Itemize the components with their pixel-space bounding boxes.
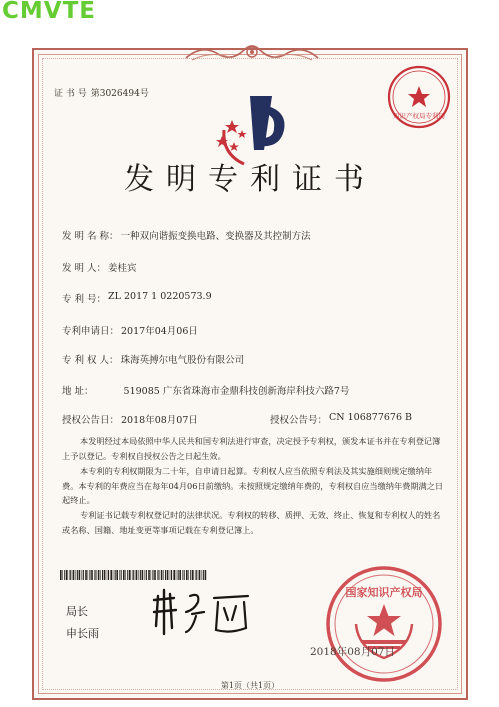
field-grant-no-label: 授权公告号：	[270, 415, 328, 426]
field-grant-date	[62, 412, 198, 426]
field-address-label: 地 址：	[62, 386, 94, 397]
paragraph-1: 本发明经过本局依照中华人民共和国专利法进行审查，决定授予专利权，颁发本证书并在专利登记簿上予以登记。专利权自授权公告之日起生效。	[62, 436, 441, 461]
field-grant-date-value: 2018年08月07日	[121, 415, 198, 426]
paragraph-2: 本专利的专利权期限为二十年，自申请日起算。专利权人应当依照专利法及其实施细则规定缴纳年费。本专利的年费应当在每年04月06日前缴纳。未按照规定缴纳年费的，专利权自应当缴纳年费期满之日起终止。	[62, 466, 444, 505]
field-patentee-label: 专 利 权 人：	[62, 355, 119, 366]
patent-certificate	[32, 48, 468, 700]
field-grant-no	[270, 412, 412, 426]
director-signature-icon	[146, 586, 256, 638]
field-address-value: 519085 广东省珠海市金鼎科技创新海岸科技六路7号	[123, 386, 350, 397]
field-grant-no-value: CN 106877676 B	[329, 412, 413, 423]
bottom-seal-text: 国家知识产权局	[345, 586, 423, 599]
top-seal-text: 知识产权局专利局	[393, 112, 445, 120]
field-patentee	[62, 352, 244, 366]
field-filing-date-label: 专利申请日：	[62, 326, 120, 337]
field-patentee-value: 珠海英搏尔电气股份有限公司	[120, 355, 245, 366]
certificate-number	[54, 86, 149, 99]
field-filing-date	[62, 323, 198, 337]
field-address	[62, 383, 349, 397]
barcode-icon	[60, 570, 208, 580]
officer-name: 申长雨	[66, 627, 99, 640]
bottom-seal-icon	[322, 562, 446, 686]
field-invention-name-label: 发 明 名 称：	[62, 231, 119, 242]
paragraph-3: 专利证书记载专利权登记时的法律状况。专利权的转移、质押、无效、终止、恢复和专利权人的姓名或名称、国籍、地址变更等事项记载在专利登记簿上。	[62, 510, 441, 535]
field-inventor	[62, 260, 137, 274]
certificate-title: 发明专利证书	[124, 162, 376, 197]
field-grant-date-label: 授权公告日：	[62, 415, 120, 426]
field-inventor-value: 姜桂宾	[108, 263, 137, 274]
page-footer: 第1页（共1页）	[220, 681, 280, 690]
certificate-number-value: 第3026494号	[90, 89, 149, 99]
field-filing-date-value: 2017年04月06日	[121, 326, 198, 337]
field-patent-no-value: ZL 2017 1 0220573.9	[108, 291, 212, 302]
field-patent-no-label: 专 利 号：	[62, 294, 107, 305]
seal-date: 2018年08月07日	[310, 646, 395, 658]
field-inventor-label: 发 明 人：	[62, 263, 107, 274]
watermark-text: CMVTE	[2, 0, 96, 24]
field-invention-name	[62, 228, 311, 242]
field-patent-no	[62, 291, 212, 305]
top-ornament-icon	[182, 40, 322, 66]
officer-title: 局长	[66, 605, 88, 618]
certificate-number-label: 证 书 号	[54, 89, 87, 99]
top-seal-icon	[386, 64, 452, 130]
field-invention-name-value: 一种双向谐振变换电路、变换器及其控制方法	[120, 231, 311, 242]
